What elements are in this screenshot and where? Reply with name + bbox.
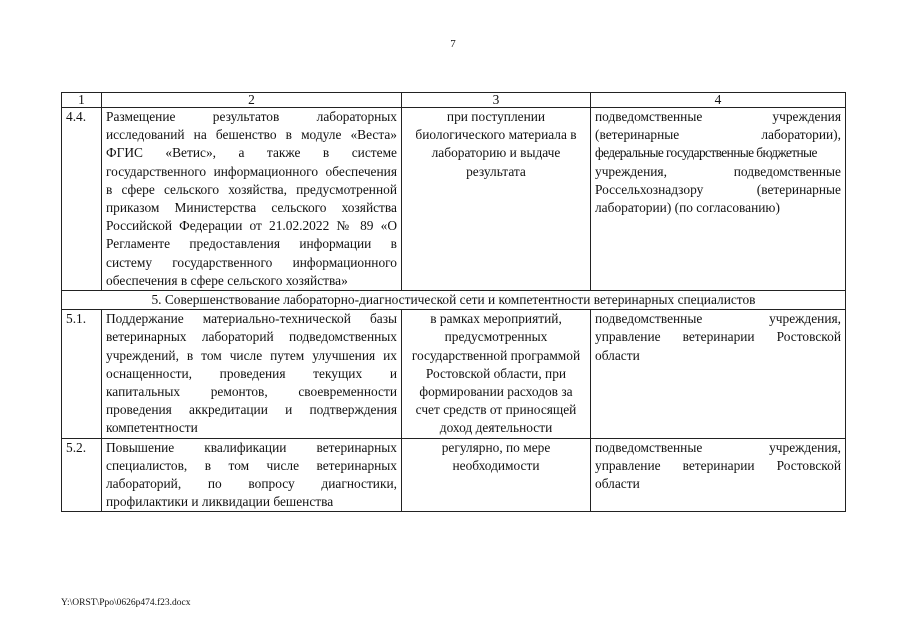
- row-number: 5.2.: [62, 438, 102, 512]
- term-text: в рамках мероприятий, предусмотренных государственной программой Ростовской области, при формировании расходов за счет средств от приносящей доход деятельности: [402, 310, 591, 438]
- executor-text: подведомственные учреждения, управление ветеринарии Ростовской области: [591, 438, 846, 512]
- section-5-row: [62, 291, 846, 310]
- executor-text: подведомственные учреждения, управление ветеринарии Ростовской области: [591, 310, 846, 438]
- table-row-5-1: [62, 310, 846, 438]
- executor-part-2: учреждения, подведомственные Россельхознадзору (ветеринарные лаборатории) (по согласованию): [595, 163, 841, 216]
- header-cell-4: 4: [591, 93, 846, 108]
- row-number: 5.1.: [62, 310, 102, 438]
- measure-text: Поддержание материально-технической базы ветеринарных лабораторий подведомственных учреждений, в том числе путем улучшения их оснащенности, проведения текущих и капитальных ремонтов, своевременности проведения аккредитации и подтверждения компетентности: [102, 310, 402, 438]
- executor-part-1: подведомственные учреждения (ветеринарные лаборатории),: [595, 109, 841, 143]
- measure-text: Повышение квалификации ветеринарных специалистов, в том числе ветеринарных лабораторий, по вопросу диагностики, профилактики и ликвидации бешенства: [102, 438, 402, 512]
- executor-text: [591, 108, 846, 291]
- measure-text: Размещение результатов лабораторных исследований на бешенство в модуле «Веста» ФГИС «Ветис», а также в системе государственного информационного обеспечения в сфере сельского хозяйства, предусмотренной приказом Министерства сельского хозяйства Российской Федерации от 21.02.2022 № 89 «О Регламенте предоставления информации в систему государственного информационного обеспечения в сфере сельского хозяйства»: [102, 108, 402, 291]
- term-text: регулярно, по мере необходимости: [402, 438, 591, 512]
- measures-table: [61, 92, 846, 512]
- header-cell-3: 3: [402, 93, 591, 108]
- section-5-title: 5. Совершенствование лабораторно-диагностической сети и компетентности ветеринарных специалистов: [62, 291, 846, 310]
- executor-condensed-line: федеральные государственные бюджетные: [595, 145, 817, 161]
- table-row-4-4: [62, 108, 846, 291]
- row-number: 4.4.: [62, 108, 102, 291]
- table-row-5-2: [62, 438, 846, 512]
- term-text: при поступлении биологического материала в лабораторию и выдаче результата: [402, 108, 591, 291]
- header-cell-2: 2: [102, 93, 402, 108]
- footer-file-path: Y:\ORST\Ppo\0626p474.f23.docx: [61, 598, 191, 608]
- table-header-row: [62, 93, 846, 108]
- page-number: 7: [450, 38, 456, 50]
- header-cell-1: 1: [62, 93, 102, 108]
